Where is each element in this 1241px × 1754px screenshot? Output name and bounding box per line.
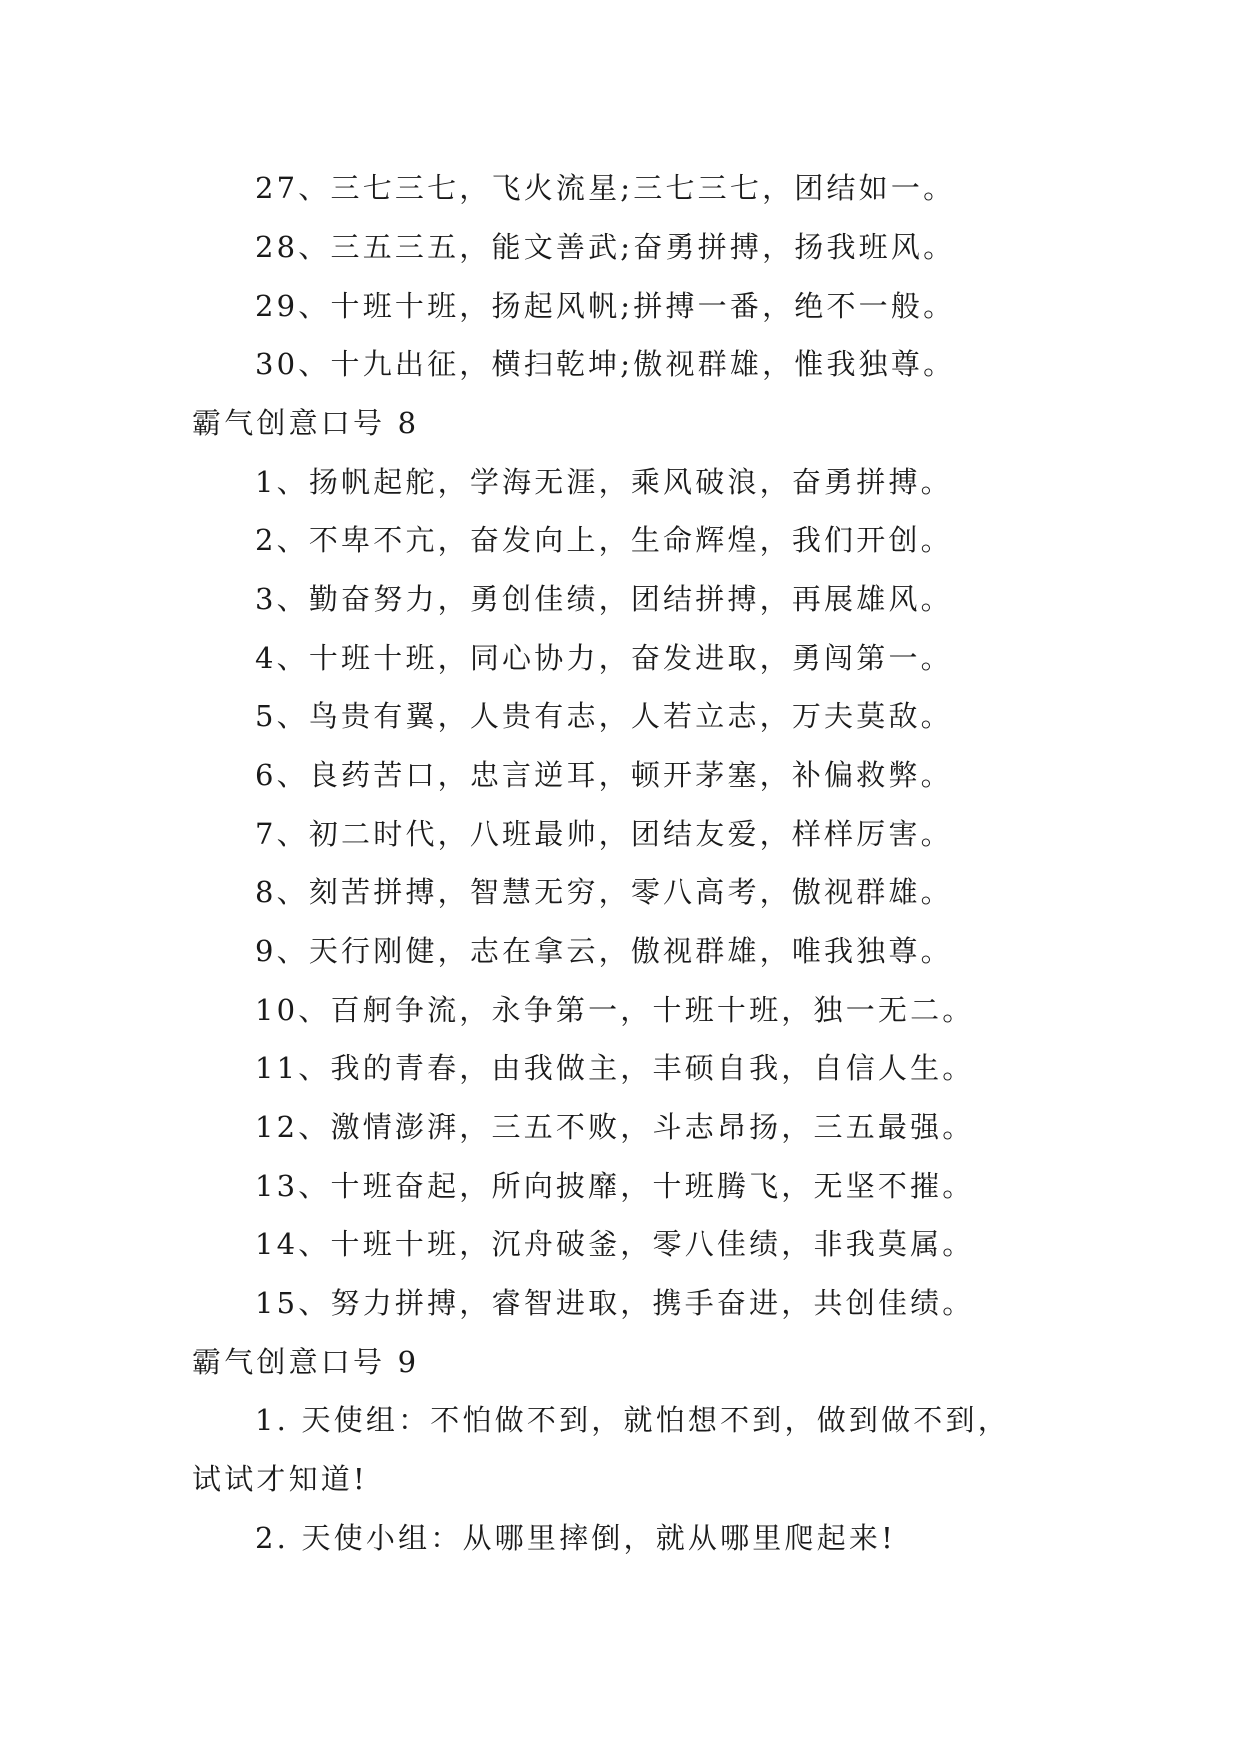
slogan-line-30: 30、十九出征，横扫乾坤;傲视群雄，惟我独尊。 — [255, 347, 956, 381]
slogan-line-8-7: 7、初二时代，八班最帅，团结友爱，样样厉害。 — [255, 817, 953, 851]
slogan-line-8-5: 5、鸟贵有翼，人贵有志，人若立志，万夫莫敌。 — [255, 699, 953, 733]
slogan-line-8-15: 15、努力拼搏，睿智进取，携手奋进，共创佳绩。 — [255, 1286, 975, 1320]
slogan-line-9-2: 2. 天使小组：从哪里摔倒，就从哪里爬起来! — [255, 1521, 896, 1555]
slogan-line-9-1: 1. 天使组：不怕做不到，就怕想不到，做到做不到， — [255, 1403, 1010, 1437]
slogan-line-8-12: 12、激情澎湃，三五不败，斗志昂扬，三五最强。 — [255, 1110, 975, 1144]
slogan-line-8-14: 14、十班十班，沉舟破釜，零八佳绩，非我莫属。 — [255, 1227, 975, 1261]
slogan-line-8-11: 11、我的青春，由我做主，丰硕自我，自信人生。 — [255, 1051, 975, 1085]
slogan-line-29: 29、十班十班，扬起风帆;拼搏一番，绝不一般。 — [255, 289, 956, 323]
slogan-line-8-4: 4、十班十班，同心协力，奋发进取，勇闯第一。 — [255, 641, 953, 675]
slogan-line-8-10: 10、百舸争流，永争第一，十班十班，独一无二。 — [255, 993, 975, 1027]
slogan-line-8-2: 2、不卑不亢，奋发向上，生命辉煌，我们开创。 — [255, 523, 953, 557]
slogan-line-28: 28、三五三五，能文善武;奋勇拼搏，扬我班风。 — [255, 230, 956, 264]
slogan-line-8-3: 3、勤奋努力，勇创佳绩，团结拼搏，再展雄风。 — [255, 582, 953, 616]
slogan-line-8-1: 1、扬帆起舵，学海无涯，乘风破浪，奋勇拼搏。 — [255, 465, 953, 499]
slogan-line-27: 27、三七三七，飞火流星;三七三七，团结如一。 — [255, 171, 956, 205]
section-heading-8: 霸气创意口号 8 — [192, 406, 420, 440]
slogan-line-8-9: 9、天行刚健，志在拿云，傲视群雄，唯我独尊。 — [255, 934, 953, 968]
slogan-line-8-6: 6、良药苦口，忠言逆耳，顿开茅塞，补偏救弊。 — [255, 758, 953, 792]
slogan-line-8-8: 8、刻苦拼搏，智慧无穷，零八高考，傲视群雄。 — [255, 875, 953, 909]
section-heading-9: 霸气创意口号 9 — [192, 1345, 420, 1379]
slogan-line-8-13: 13、十班奋起，所向披靡，十班腾飞，无坚不摧。 — [255, 1169, 975, 1203]
slogan-line-9-1-continued: 试试才知道! — [192, 1462, 368, 1496]
